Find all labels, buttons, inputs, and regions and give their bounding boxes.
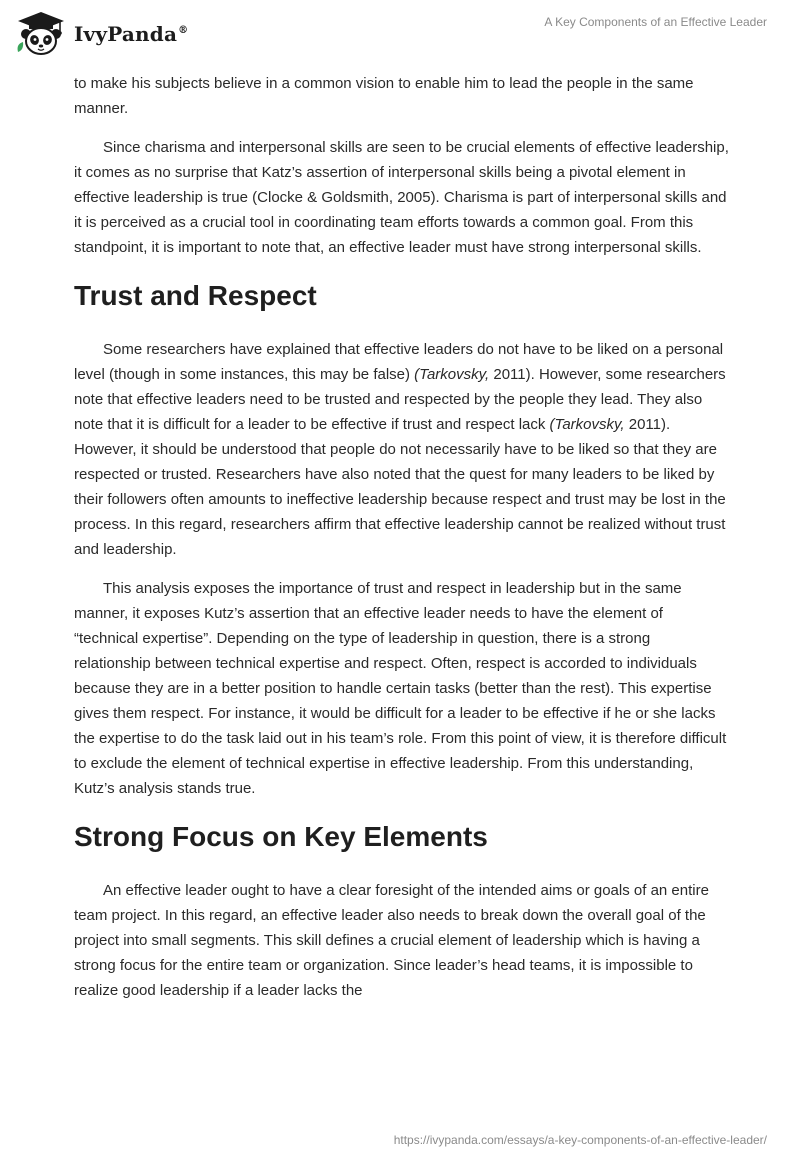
source-url[interactable]: https://ivypanda.com/essays/a-key-components-of-an-effective-leader/ xyxy=(393,1133,767,1147)
citation-tarkovsky-1: (Tarkovsky, xyxy=(414,366,490,383)
document-title: A Key Components of an Effective Leader xyxy=(544,15,767,29)
logo-wordmark xyxy=(74,22,188,46)
paragraph-trust-part-3: 2011). However, it should be understood that people do not necessarily have to be liked so that they are respected or trusted. Researchers have also noted that the quest for many leaders to be liked by their followers often amounts to ineffective leadership because respect and trust may be lost in the process. In this regard, researchers affirm that effective leadership cannot be realized without trust and leadership. xyxy=(74,416,726,558)
logo-text: IvyPanda xyxy=(74,22,178,46)
essay-body xyxy=(74,71,730,1017)
heading-strong-focus: Strong Focus on Key Elements xyxy=(74,821,488,852)
panda-graduation-cap-icon xyxy=(14,10,68,56)
paragraph-continued: to make his subjects believe in a common vision to enable him to lead the people in the same manner. xyxy=(74,75,694,117)
citation-tarkovsky-2: (Tarkovsky, xyxy=(549,416,625,433)
paragraph-trust-part-1: Some researchers have explained that effective leaders do not have to be liked on a personal level (though in some instances, this may be false) xyxy=(74,341,724,383)
ivypanda-logo[interactable] xyxy=(14,10,188,56)
page-header xyxy=(0,0,800,70)
paragraph-foresight: An effective leader ought to have a clear foresight of the intended aims or goals of an entire team project. In this regard, an effective leader also needs to break down the overall goal of the project into small segments. This skill defines a crucial element of leadership which is having a strong focus for the entire team or organization. Since leader’s head teams, it is impossible to realize good leadership if a leader lacks the xyxy=(74,882,709,999)
paragraph-trust xyxy=(74,337,730,562)
paragraph-technical-expertise: This analysis exposes the importance of trust and respect in leadership but in the same manner, it exposes Kutz’s assertion that an effective leader needs to have the element of “technical expertise”. Depending on the type of leadership in question, there is a strong relationship between technical expertise and respect. Often, respect is accorded to individuals because they are in a better position to handle certain tasks (better than the rest). This expertise gives them respect. For instance, it would be difficult for a leader to be effective if he or she lacks the expertise to do the task laid out in his team’s role. From this point of view, it is therefore difficult to exclude the element of technical expertise in effective leadership. From this understanding, Kutz’s analysis stands true. xyxy=(74,580,727,797)
paragraph-charisma: Since charisma and interpersonal skills are seen to be crucial elements of effective leadership, it comes as no surprise that Katz’s assertion of interpersonal skills being a pivotal element in effective leadership is true (Clocke & Goldsmith, 2005). Charisma is part of interpersonal skills and it is perceived as a crucial tool in coordinating team efforts towards a common goal. From this standpoint, it is important to note that, an effective leader must have strong interpersonal skills. xyxy=(74,139,729,256)
paragraph-trust-part-2: 2011). However, some researchers note that effective leaders need to be trusted and respected by the people they lead. They also note that it is difficult for a leader to be effective if trust and respect lack xyxy=(74,366,726,433)
heading-trust-and-respect: Trust and Respect xyxy=(74,280,317,311)
registered-mark: ® xyxy=(178,25,189,37)
